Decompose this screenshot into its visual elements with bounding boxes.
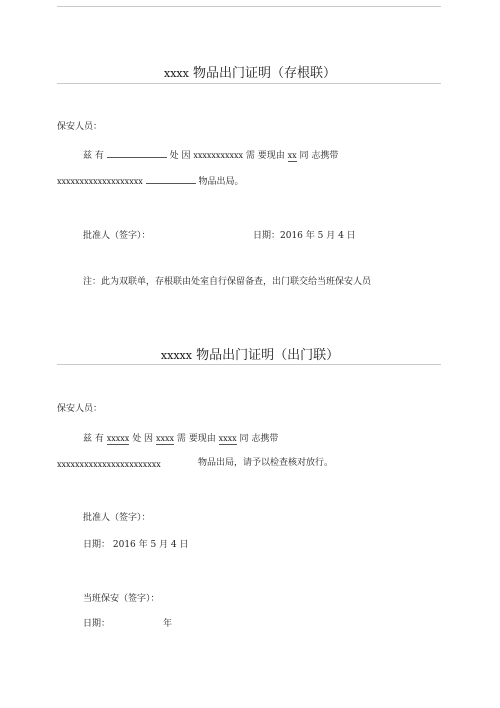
stub-title-text: 物品出门证明（存根联） [192, 66, 336, 81]
exit-reason: xxxx [155, 434, 174, 443]
exit-guard-date-year: 年 [163, 619, 173, 629]
exit-line2-suffix: 物品出局，请予以检查核对放行。 [198, 458, 334, 468]
exit-title-rule [57, 364, 441, 365]
exit-dept: xxxxx [106, 434, 130, 443]
exit-approver-label: 批准人（签字）： [83, 513, 151, 523]
stub-items-blank [146, 183, 196, 184]
exit-guard-label: 保安人员： [57, 404, 103, 414]
stub-line1-suffix: 同 志携带 [299, 151, 339, 161]
stub-title-code: xxxx [164, 67, 189, 80]
stub-person: xx [287, 151, 297, 160]
exit-guard-sign-label: 当班保安（签字）： [83, 594, 160, 604]
exit-guard-date-label: 日期： [83, 619, 111, 629]
top-rule [57, 6, 441, 7]
stub-items: xxxxxxxxxxxxxxxxxxx [57, 177, 143, 186]
stub-line1-prefix: 兹 有 [83, 151, 104, 161]
exit-line1-prefix: 兹 有 [83, 434, 104, 444]
stub-note: 注：此为双联单，存根联由处室自行保留备查，出门联交给当班保安人员 [83, 277, 372, 287]
stub-title [0, 66, 500, 81]
exit-dept-label: 处 因 [132, 434, 154, 444]
exit-person: xxxx [218, 434, 237, 443]
exit-date: 日期： 2016 年 5 月 4 日 [83, 540, 189, 550]
stub-dept-label: 处 因 [169, 151, 191, 161]
stub-dept-blank [107, 157, 167, 158]
stub-line1 [83, 150, 338, 162]
stub-date: 日期：2016 年 5 月 4 日 [253, 231, 356, 241]
stub-need: 需 要现由 [245, 151, 285, 161]
exit-title [0, 348, 500, 363]
stub-approver-label: 批准人（签字）： [83, 231, 151, 241]
stub-line2-suffix: 物品出局。 [198, 177, 244, 187]
exit-items: xxxxxxxxxxxxxxxxxxxxxxx [57, 460, 161, 469]
exit-need: 需 要现由 [176, 434, 216, 444]
exit-title-code: xxxxx [160, 349, 192, 362]
exit-line1-suffix: 同 志携带 [239, 434, 279, 444]
stub-guard-label: 保安人员： [57, 122, 103, 132]
stub-title-rule [57, 83, 441, 84]
exit-title-text: 物品出门证明（出门联） [196, 348, 340, 363]
exit-line1 [83, 433, 278, 445]
stub-line2 [57, 176, 244, 188]
stub-reason: xxxxxxxxxxx [193, 151, 244, 160]
